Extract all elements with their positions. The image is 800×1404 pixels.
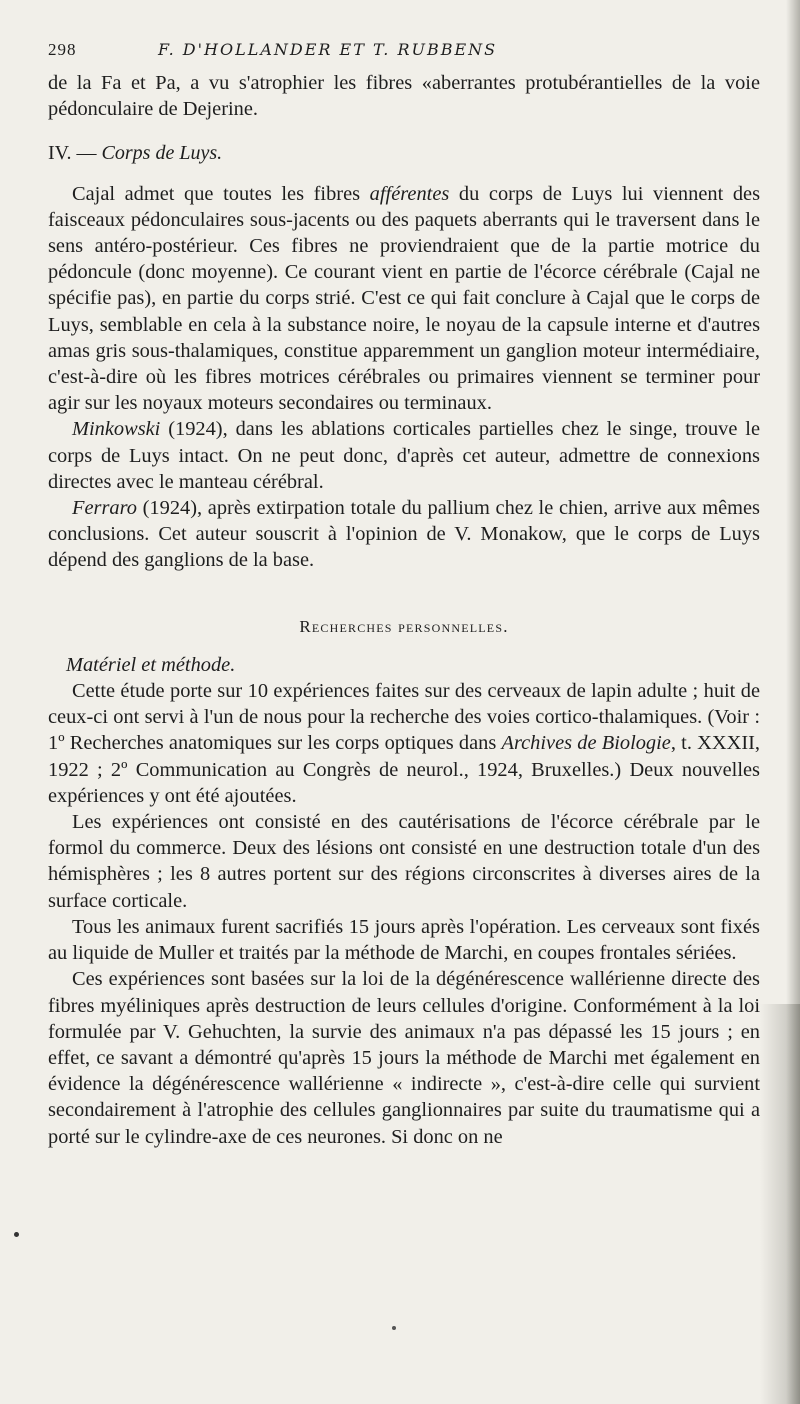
running-header — [48, 40, 760, 70]
running-title: F. D'HOLLANDER ET T. RUBBENS — [158, 40, 498, 59]
italic-term: afférentes — [369, 182, 450, 205]
author-name: Minkowski — [72, 418, 161, 441]
page-number: 298 — [48, 40, 77, 59]
text-run: , t. XXXII, 1922 ; 2º Communication au Congrès de neurol., 1924, Bruxelles.) Deux nouvelles expériences y ont été ajoutées. — [48, 732, 761, 807]
section-numeral: IV. — [48, 142, 72, 165]
section-title — [48, 140, 760, 166]
journal-title: Archives de Biologie — [501, 732, 671, 755]
paragraph — [48, 181, 760, 417]
section-heading: Recherches personnelles. — [299, 616, 509, 636]
section-name: Corps de Luys. — [101, 142, 223, 165]
text-run: (1924), après extirpation totale du pallium chez le chien, arrive aux mêmes conclusions. Cet auteur souscrit à l'opinion de V. Monakow, que le corps de Luys dépend des ganglions de la base. — [48, 497, 760, 572]
paragraph: Tous les animaux furent sacrifiés 15 jours après l'opération. Les cerveaux sont fixés au liquide de Muller et traités par la méthode de Marchi, en coupes frontales sériées. — [48, 915, 760, 965]
scan-edge-shadow-bottom — [760, 1004, 800, 1404]
paragraph — [48, 416, 760, 495]
scan-speck — [392, 1326, 396, 1330]
author-name: Ferraro — [72, 497, 137, 520]
text-run: Cajal admet que toutes les fibres — [72, 182, 370, 205]
text-run: du corps de Luys lui viennent des faisceaux pédonculaires sous-jacents ou des paquets aberrants qui le traversent dans le sens antéro-postérieur. Ces fibres ne proviendraient que de la partie motrice du pédoncule (donc moyenne). Ce courant vient en partie de l'écorce cérébrale (Cajal ne spécifie pas), en partie du corps strié. C'est ce qui fait conclure à Cajal que le corps de Luys, semblable en cela à la substance noire, le noyau de la capsule interne et d'autres amas gris sous-thalamiques, constitue apparemment un ganglion moteur intermédiaire, c'est-à-dire où les fibres motrices cérébrales ou primaires viennent se terminer pour agir sur les noyaux moteurs secondaires ou terminaux. — [48, 182, 761, 415]
paragraph: de la Fa et Pa, a vu s'atrophier les fibres «aberrantes protubérantielles de la voie pédonculaire de Dejerine. — [48, 72, 760, 121]
paragraph: Ces expériences sont basées sur la loi de la dégénérescence wallérienne directe des fibres myéliniques après destruction de leurs cellules d'origine. Conformément à la loi formulée par V. Gehuchten, la survie des animaux n'a pas dépassé les 15 jours ; en effet, ce savant a démontré qu'après 15 jours la méthode de Marchi met également en évidence la dégénérescence wallérienne « indirecte », c'est-à-dire celle qui survient secondairement à l'atrophie des cellules ganglionnaires par suite du traumatisme qui a porté sur le cylindre-axe de ces neurones. Si donc on ne — [48, 968, 760, 1148]
text-run: (1924), dans les ablations corticales partielles chez le singe, trouve le corps de Luys intact. On ne peut donc, d'après cet auteur, admettre de connexions directes avec le manteau cérébral. — [48, 418, 760, 493]
body-text — [48, 70, 760, 1150]
paragraph — [48, 678, 760, 809]
text-run: Cette étude porte sur 10 expériences faites sur des cerveaux de lapin adulte ; huit de ceux-ci ont servi à l'un de nous pour la recherche des voies cortico-thalamiques. (Voir : 1º Recherches anatomiques sur les corps optiques dans — [48, 680, 760, 755]
scan-speck — [14, 1232, 19, 1237]
paragraph — [48, 495, 760, 574]
page — [48, 40, 760, 1150]
paragraph: Les expériences ont consisté en des cautérisations de l'écorce cérébrale par le formol du commerce. Deux des lésions ont consisté en une destruction totale d'un des hémisphères ; les 8 autres portent sur des régions circonscrites à diverses aires de la surface corticale. — [48, 811, 760, 912]
subheading: Matériel et méthode. — [66, 653, 236, 676]
section-dash: — — [76, 142, 97, 165]
